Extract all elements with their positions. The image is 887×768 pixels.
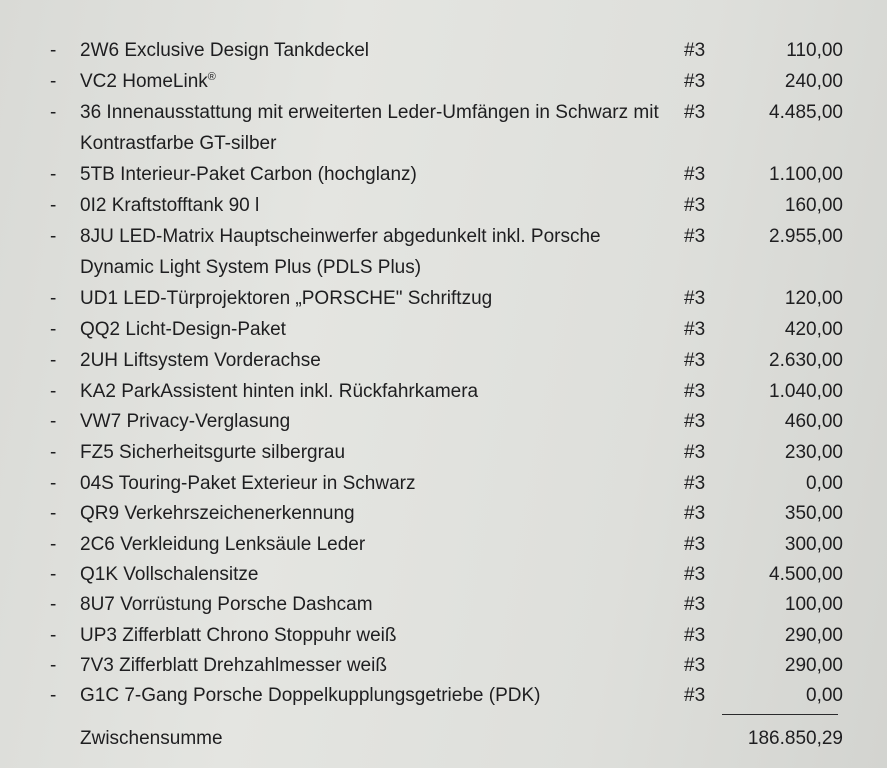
list-item	[0, 283, 887, 314]
list-item	[0, 620, 887, 651]
list-item	[0, 97, 887, 159]
list-item	[0, 345, 887, 376]
item-description: G1C 7-Gang Porsche Doppelkupplungsgetriebe (PDK)	[80, 685, 541, 706]
bullet-dash: -	[50, 685, 57, 706]
item-description: 7V3 Zifferblatt Drehzahlmesser weiß	[80, 655, 387, 676]
registered-mark: ®	[207, 71, 216, 83]
item-price: 2.630,00	[769, 350, 843, 371]
item-price: 110,00	[786, 40, 843, 61]
item-price: 1.100,00	[769, 164, 843, 185]
item-price: 4.500,00	[769, 564, 843, 585]
item-code: #3	[684, 288, 706, 309]
list-item	[0, 35, 887, 66]
bullet-dash: -	[50, 226, 57, 247]
bullet-dash: -	[50, 534, 57, 555]
list-item	[0, 376, 887, 407]
item-description: 2UH Liftsystem Vorderachse	[80, 350, 321, 371]
item-code: #3	[684, 40, 706, 61]
list-item	[0, 437, 887, 468]
item-price: 2.955,00	[769, 226, 843, 247]
item-price: 290,00	[784, 625, 843, 646]
item-description-text: VC2 HomeLink	[80, 71, 208, 92]
item-description: Q1K Vollschalensitze	[80, 564, 259, 585]
item-code: #3	[684, 442, 706, 463]
list-item	[0, 559, 887, 590]
item-description: UP3 Zifferblatt Chrono Stoppuhr weiß	[80, 625, 397, 646]
item-description: 8JU LED-Matrix Hauptscheinwerfer abgedunkelt inkl. Porsche Dynamic Light System Plus (PDLS Plus)	[80, 226, 601, 278]
item-code: #3	[684, 411, 706, 432]
item-description: 8U7 Vorrüstung Porsche Dashcam	[80, 594, 373, 615]
item-description: 04S Touring-Paket Exterieur in Schwarz	[80, 473, 416, 494]
list-item	[0, 529, 887, 560]
bullet-dash: -	[50, 655, 57, 676]
list-item	[0, 66, 887, 97]
bullet-dash: -	[50, 503, 57, 524]
item-code: #3	[684, 102, 706, 123]
item-description: 2C6 Verkleidung Lenksäule Leder	[80, 534, 366, 555]
item-description: VW7 Privacy-Verglasung	[80, 411, 291, 432]
bullet-dash: -	[50, 319, 57, 340]
item-description: UD1 LED-Türprojektoren „PORSCHE" Schriftzug	[80, 288, 493, 309]
bullet-dash: -	[50, 40, 57, 61]
list-item	[0, 221, 887, 283]
item-code: #3	[684, 226, 706, 247]
bullet-dash: -	[50, 102, 57, 123]
subtotal-label: Zwischensumme	[80, 728, 223, 749]
list-item	[0, 498, 887, 529]
item-code: #3	[684, 594, 706, 615]
item-code: #3	[684, 534, 706, 555]
item-description	[80, 66, 670, 97]
item-code: #3	[684, 625, 706, 646]
item-price: 290,00	[784, 655, 843, 676]
bullet-dash: -	[50, 195, 57, 216]
bullet-dash: -	[50, 71, 57, 92]
bullet-dash: -	[50, 164, 57, 185]
list-item	[0, 406, 887, 437]
list-item	[0, 468, 887, 499]
item-code: #3	[684, 655, 706, 676]
item-price: 0,00	[806, 473, 843, 494]
item-price: 350,00	[784, 503, 843, 524]
item-code: #3	[684, 71, 706, 92]
bullet-dash: -	[50, 473, 57, 494]
item-description: QQ2 Licht-Design-Paket	[80, 319, 286, 340]
item-code: #3	[684, 195, 706, 216]
item-price: 1.040,00	[769, 381, 843, 402]
item-code: #3	[684, 350, 706, 371]
bullet-dash: -	[50, 564, 57, 585]
bullet-dash: -	[50, 381, 57, 402]
item-price: 160,00	[784, 195, 843, 216]
item-code: #3	[684, 685, 706, 706]
item-description: FZ5 Sicherheitsgurte silbergrau	[80, 442, 346, 463]
item-price: 460,00	[784, 411, 843, 432]
list-item	[0, 314, 887, 345]
item-price: 420,00	[784, 319, 843, 340]
item-price: 4.485,00	[769, 102, 843, 123]
bullet-dash: -	[50, 350, 57, 371]
bullet-dash: -	[50, 594, 57, 615]
bullet-dash: -	[50, 288, 57, 309]
list-item	[0, 159, 887, 190]
item-price: 230,00	[784, 442, 843, 463]
item-description: 2W6 Exclusive Design Tankdeckel	[80, 40, 370, 61]
item-price: 0,00	[806, 685, 843, 706]
bullet-dash: -	[50, 442, 57, 463]
item-price: 120,00	[784, 288, 843, 309]
subtotal-divider	[722, 714, 838, 715]
item-description: 5TB Interieur-Paket Carbon (hochglanz)	[80, 164, 417, 185]
item-code: #3	[684, 319, 706, 340]
list-item	[0, 190, 887, 221]
bullet-dash: -	[50, 411, 57, 432]
item-description: KA2 ParkAssistent hinten inkl. Rückfahrkamera	[80, 381, 479, 402]
item-description: QR9 Verkehrszeichenerkennung	[80, 503, 355, 524]
item-price: 240,00	[784, 71, 843, 92]
item-code: #3	[684, 473, 706, 494]
item-price: 300,00	[784, 534, 843, 555]
bullet-dash: -	[50, 625, 57, 646]
item-price: 100,00	[784, 594, 843, 615]
item-description: 0I2 Kraftstofftank 90 l	[80, 195, 260, 216]
item-code: #3	[684, 381, 706, 402]
list-item	[0, 650, 887, 681]
item-description: 36 Innenausstattung mit erweiterten Leder-Umfängen in Schwarz mit Kontrastfarbe GT-silber	[80, 102, 659, 154]
item-code: #3	[684, 564, 706, 585]
item-code: #3	[684, 164, 706, 185]
list-item	[0, 680, 887, 711]
list-item	[0, 589, 887, 620]
item-code: #3	[684, 503, 706, 524]
subtotal-row	[0, 723, 887, 754]
subtotal-value: 186.850,29	[747, 728, 843, 749]
